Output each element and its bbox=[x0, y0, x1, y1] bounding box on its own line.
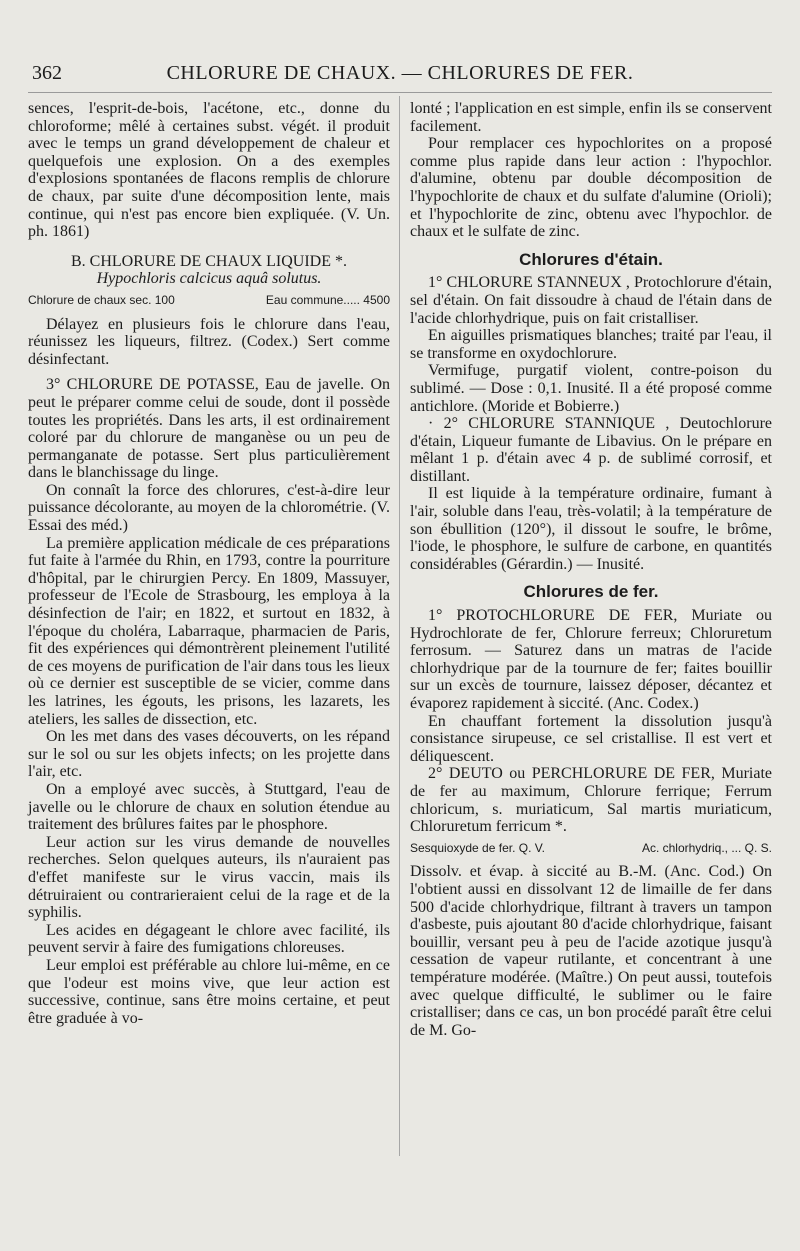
formula-ingredient: Eau commune..... 4500 bbox=[265, 292, 390, 307]
paragraph: Leur emploi est préférable au chlore lui-même, en ce que l'odeur est moins vive, que leur action est successive, continue, sans être moins certaine, et peut être graduée à vo- bbox=[28, 956, 390, 1027]
paragraph: · 2° CHLORURE STANNIQUE , Deutochlorure d'étain, Liqueur fumante de Libavius. On le prépare en mêlant 1 p. d'étain avec 4 p. de sublimé corrosif, et distillant. bbox=[410, 415, 772, 485]
formula-ingredient: Chlorure de chaux sec. 100 bbox=[28, 292, 175, 307]
paragraph: Vermifuge, purgatif violent, contre-poison du sublimé. — Dose : 0,1. Inusité. Il a été proposé comme antichlore. (Moride et Bobierre.) bbox=[410, 362, 772, 415]
section-title: B. CHLORURE DE CHAUX LIQUIDE *. bbox=[71, 252, 347, 270]
paragraph: On a employé avec succès, à Stuttgard, l'eau de javelle ou le chlorure de chaux en solution étendue au traitement des brûlures faites par le phosphore. bbox=[28, 780, 390, 834]
paragraph: Les acides en dégageant le chlore avec facilité, ils peuvent servir à faire des fumigations chloreuses. bbox=[28, 921, 390, 957]
page-header bbox=[28, 62, 772, 93]
paragraph: sences, l'esprit-de-bois, l'acétone, etc., donne du chloroforme; mêlé à certaines subst. végét. il produit avec le temps un grand développement de chaleur et quelquefois une explosion. On a des exemples d'explosions spontanées de flacons remplis de chlorure de chaux, par suite d'une décomposition lente, mais continue, qui n'est pas encore bien expliquée. (V. Un. ph. 1861) bbox=[28, 100, 390, 241]
paragraph: 2° DEUTO ou PERCHLORURE DE FER, Muriate de fer au maximum, Chlorure ferrique; Ferrum chloricum, s. muriaticum, Sal martis muriaticum, Chloruretum ferricum *. bbox=[410, 765, 772, 836]
section-heading-fer: Chlorures de fer. bbox=[523, 582, 659, 602]
paragraph: On les met dans des vases découverts, on les répand sur le sol ou sur les objets infects; on les projette dans l'air, etc. bbox=[28, 728, 390, 781]
right-column bbox=[410, 100, 772, 1039]
column-divider bbox=[399, 96, 400, 1156]
page-number: 362 bbox=[32, 62, 62, 84]
paragraph: Délayez en plusieurs fois le chlorure dans l'eau, réunissez les liqueurs, filtrez. (Codex.) Sert comme désinfectant. bbox=[28, 315, 390, 368]
paragraph: La première application médicale de ces préparations fut faite à l'armée du Rhin, en 1793, contre la pourriture d'hôpital, par le chirurgien Percy. En 1809, Massuyer, professeur de l'Ecole de Strasbourg, les employa à la désinfection de l'air; en 1822, et surtout en 1832, à l'époque du choléra, Labarraque, pharmacien de Paris, fit des expériences qui démontrèrent pleinement l'utilité de ces moyens de purification de l'air dans tous les lieux où ce dernier est susceptible de se vicier, comme dans les latrines, les égouts, les prisons, les lazarets, les ateliers, les salles de dissection, etc. bbox=[28, 534, 390, 728]
paragraph: Il est liquide à la température ordinaire, fumant à l'air, soluble dans l'eau, très-volatil; à la température de son ébullition (120°), il dissout le soufre, le brôme, l'iode, le phosphore, le sulfure de carbone, en quantités considérables (Gérardin.) — Inusité. bbox=[410, 485, 772, 573]
paragraph: En chauffant fortement la dissolution jusqu'à consistance sirupeuse, ce sel cristallise. Il est vert et déliquescent. bbox=[410, 712, 772, 765]
paragraph: lonté ; l'application en est simple, enfin ils se conservent facilement. bbox=[410, 100, 772, 135]
paragraph: En aiguilles prismatiques blanches; traité par l'eau, il se transforme en oxydochlorure. bbox=[410, 327, 772, 362]
paragraph: Dissolv. et évap. à siccité au B.-M. (Anc. Cod.) On l'obtient aussi en dissolvant 12 de limaille de fer dans 500 d'acide chlorhydrique, filtrant à travers un tampon d'asbeste, puis ajoutant 80 d'acide chlorhydrique, faisant bouillir, versant peu à peu de l'acide azotique jusqu'à cessation de vapeur rutilante, et concentrant à une température modérée. (Maître.) On peut aussi, toutefois avec quelque difficulté, le sublimer ou le faire cristalliser; dans ce cas, un bon procédé paraît être celui de M. Go- bbox=[410, 863, 772, 1039]
paragraph: 1° PROTOCHLORURE DE FER, Muriate ou Hydrochlorate de fer, Chlorure ferreux; Chloruretum ferrosum. — Saturez dans un matras de l'acide chlorhydrique par de la tournure de fer; faites bouillir sur un excès de tournure, laissez déposer, décantez et évaporez rapidement à siccité. (Anc. Codex.) bbox=[410, 607, 772, 712]
left-column bbox=[28, 100, 390, 1027]
section-heading-etain: Chlorures d'étain. bbox=[519, 249, 663, 269]
section-latin-name: Hypochloris calcicus aquâ solutus. bbox=[96, 270, 322, 288]
formula-row bbox=[28, 292, 390, 310]
formula-ingredient: Ac. chlorhydriq., ... Q. S. bbox=[641, 840, 772, 855]
paragraph: 1° CHLORURE STANNEUX , Protochlorure d'étain, sel d'étain. On fait dissoudre à chaud de l'étain dans de l'acide chlorhydrique, puis on fait cristalliser. bbox=[410, 274, 772, 327]
paragraph: Pour remplacer ces hypochlorites on a proposé comme plus rapide dans leur action : l'hypochlor. d'alumine, obtenu par double décomposition de l'hypochlorite de chaux et du sulfate d'alumine (Orioli); et l'hypochlorite de zinc, obtenu avec l'hypochlor. de chaux et le sulfate de zinc. bbox=[410, 135, 772, 241]
paragraph: On connaît la force des chlorures, c'est-à-dire leur puissance décolorante, au moyen de la chlorométrie. (V. Essai des méd.) bbox=[28, 481, 390, 535]
formula-row bbox=[410, 840, 772, 858]
paragraph: Leur action sur les virus demande de nouvelles recherches. Selon quelques auteurs, ils n'auraient pas d'effet manifeste sur le virus vaccin, mais ils détruiraient ou contrarieraient celui de la rage et de la syphilis. bbox=[28, 833, 390, 922]
running-title: CHLORURE DE CHAUX. — CHLORURES DE FER. bbox=[166, 62, 634, 84]
paragraph: 3° CHLORURE DE POTASSE, Eau de javelle. On peut le préparer comme celui de soude, dont il possède toutes les propriétés. Dans les arts, il est ordinairement coloré par du chlorure de manganèse ou un peu de permanganate de potasse. Sert plus particulièrement dans le blanchissage du linge. bbox=[28, 376, 390, 482]
formula-ingredient: Sesquioxyde de fer. Q. V. bbox=[410, 840, 545, 855]
